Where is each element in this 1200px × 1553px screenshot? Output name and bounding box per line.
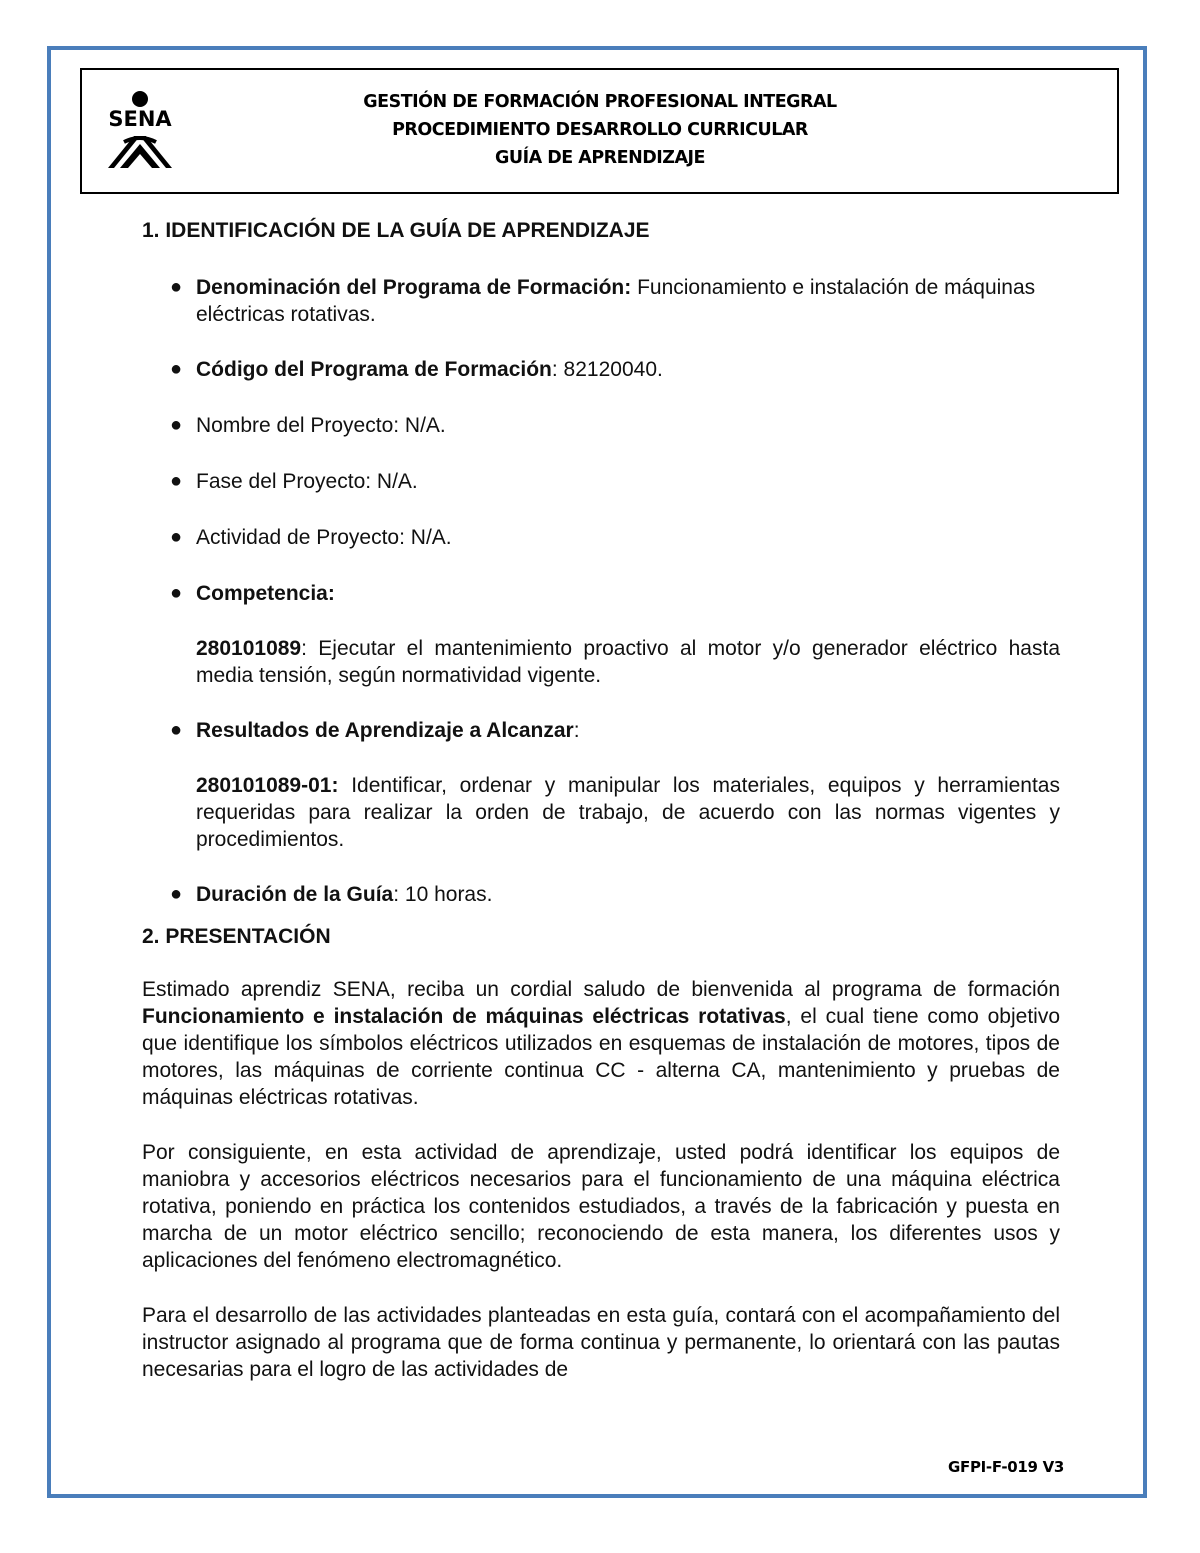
item-value: : 10 horas. xyxy=(393,883,493,906)
item-value: Nombre del Proyecto: N/A. xyxy=(196,414,446,437)
item-label: Competencia: xyxy=(196,582,335,605)
item-value: : xyxy=(573,719,580,742)
item-label: Código del Programa de Formación xyxy=(196,358,552,381)
sena-logo-icon xyxy=(94,90,186,174)
identification-list xyxy=(142,274,1060,607)
list-item xyxy=(142,274,1060,328)
resultado-text xyxy=(142,772,1060,853)
item-value: : 82120040. xyxy=(551,358,663,381)
list-item xyxy=(142,717,1060,744)
p1-program-name: Funcionamiento e instalación de máquinas eléctricas rotativas xyxy=(142,1005,786,1028)
header-line-1: GESTIÓN DE FORMACIÓN PROFESIONAL INTEGRAL xyxy=(363,92,837,112)
presentation-paragraph-2: Por consiguiente, en esta actividad de aprendizaje, usted podrá identificar los equipos de maniobra y accesorios eléctricos necesarios para el funcionamiento de una máquina eléctrica rotativa, poniendo en práctica los contenidos estudiados, a través de la fabricación y puesta en marcha de un motor eléctrico sencillo; reconociendo de esta manera, los diferentes usos y aplicaciones del fenómeno electromagnético. xyxy=(142,1141,1060,1272)
bullet-icon: ● xyxy=(170,414,183,436)
bullet-icon: ● xyxy=(170,526,183,548)
section-1-title: 1. IDENTIFICACIÓN DE LA GUÍA DE APRENDIZAJE xyxy=(142,219,650,242)
bullet-icon: ● xyxy=(170,276,183,298)
list-item xyxy=(142,881,1060,908)
section-2-title: 2. PRESENTACIÓN xyxy=(142,925,331,948)
list-item xyxy=(142,412,1060,439)
logo-text: SENA xyxy=(108,107,172,131)
list-item xyxy=(142,356,1060,383)
presentation-paragraph-1 xyxy=(142,976,1060,1111)
document-body xyxy=(142,216,1060,1383)
resultado-code: 280101089-01: xyxy=(196,774,339,797)
competencia-code: 280101089 xyxy=(196,637,302,660)
list-item xyxy=(142,580,1060,607)
item-label: Duración de la Guía xyxy=(196,883,394,906)
p1-end: , el cual tiene como objetivo que identifique los símbolos eléctricos utilizados en esquemas de instalación de motores, tipos de motores, las máquinas de corriente continua CC - alterna CA, mantenimiento y pruebas de máquinas eléctricas rotativas. xyxy=(142,1005,1060,1109)
item-value: Fase del Proyecto: N/A. xyxy=(196,470,418,493)
list-item xyxy=(142,468,1060,495)
competencia-text xyxy=(142,635,1060,689)
form-code: GFPI-F-019 V3 xyxy=(948,1458,1065,1476)
duration-list xyxy=(142,881,1060,908)
list-item xyxy=(142,524,1060,551)
item-label: Resultados de Aprendizaje a Alcanzar xyxy=(196,719,574,742)
bullet-icon: ● xyxy=(170,470,183,492)
item-label: Denominación del Programa de Formación: xyxy=(196,276,632,299)
item-value: Funcionamiento e instalación de máquinas eléctricas rotativas. xyxy=(196,276,1036,326)
header-line-3: GUÍA DE APRENDIZAJE xyxy=(495,148,705,168)
competencia-description: : Ejecutar el mantenimiento proactivo al motor y/o generador eléctrico hasta media tensión, según normatividad vigente. xyxy=(196,637,1060,687)
results-list xyxy=(142,717,1060,744)
resultado-description: Identificar, ordenar y manipular los materiales, equipos y herramientas requeridas para realizar la orden de trabajo, de acuerdo con las normas vigentes y procedimientos. xyxy=(196,774,1060,851)
document-header xyxy=(300,88,900,172)
bullet-icon: ● xyxy=(170,719,183,741)
bullet-icon: ● xyxy=(170,883,183,905)
bullet-icon: ● xyxy=(170,358,183,380)
presentation-paragraph-3: Para el desarrollo de las actividades planteadas en esta guía, contará con el acompañamiento del instructor asignado al programa que de forma continua y permanente, lo orientará con las pautas necesarias para el logro de las actividades de xyxy=(142,1304,1060,1381)
p1-start: Estimado aprendiz SENA, reciba un cordial saludo de bienvenida al programa de formación xyxy=(142,978,1060,1001)
item-value: Actividad de Proyecto: N/A. xyxy=(196,526,452,549)
bullet-icon: ● xyxy=(170,582,183,604)
header-line-2: PROCEDIMIENTO DESARROLLO CURRICULAR xyxy=(392,120,808,140)
